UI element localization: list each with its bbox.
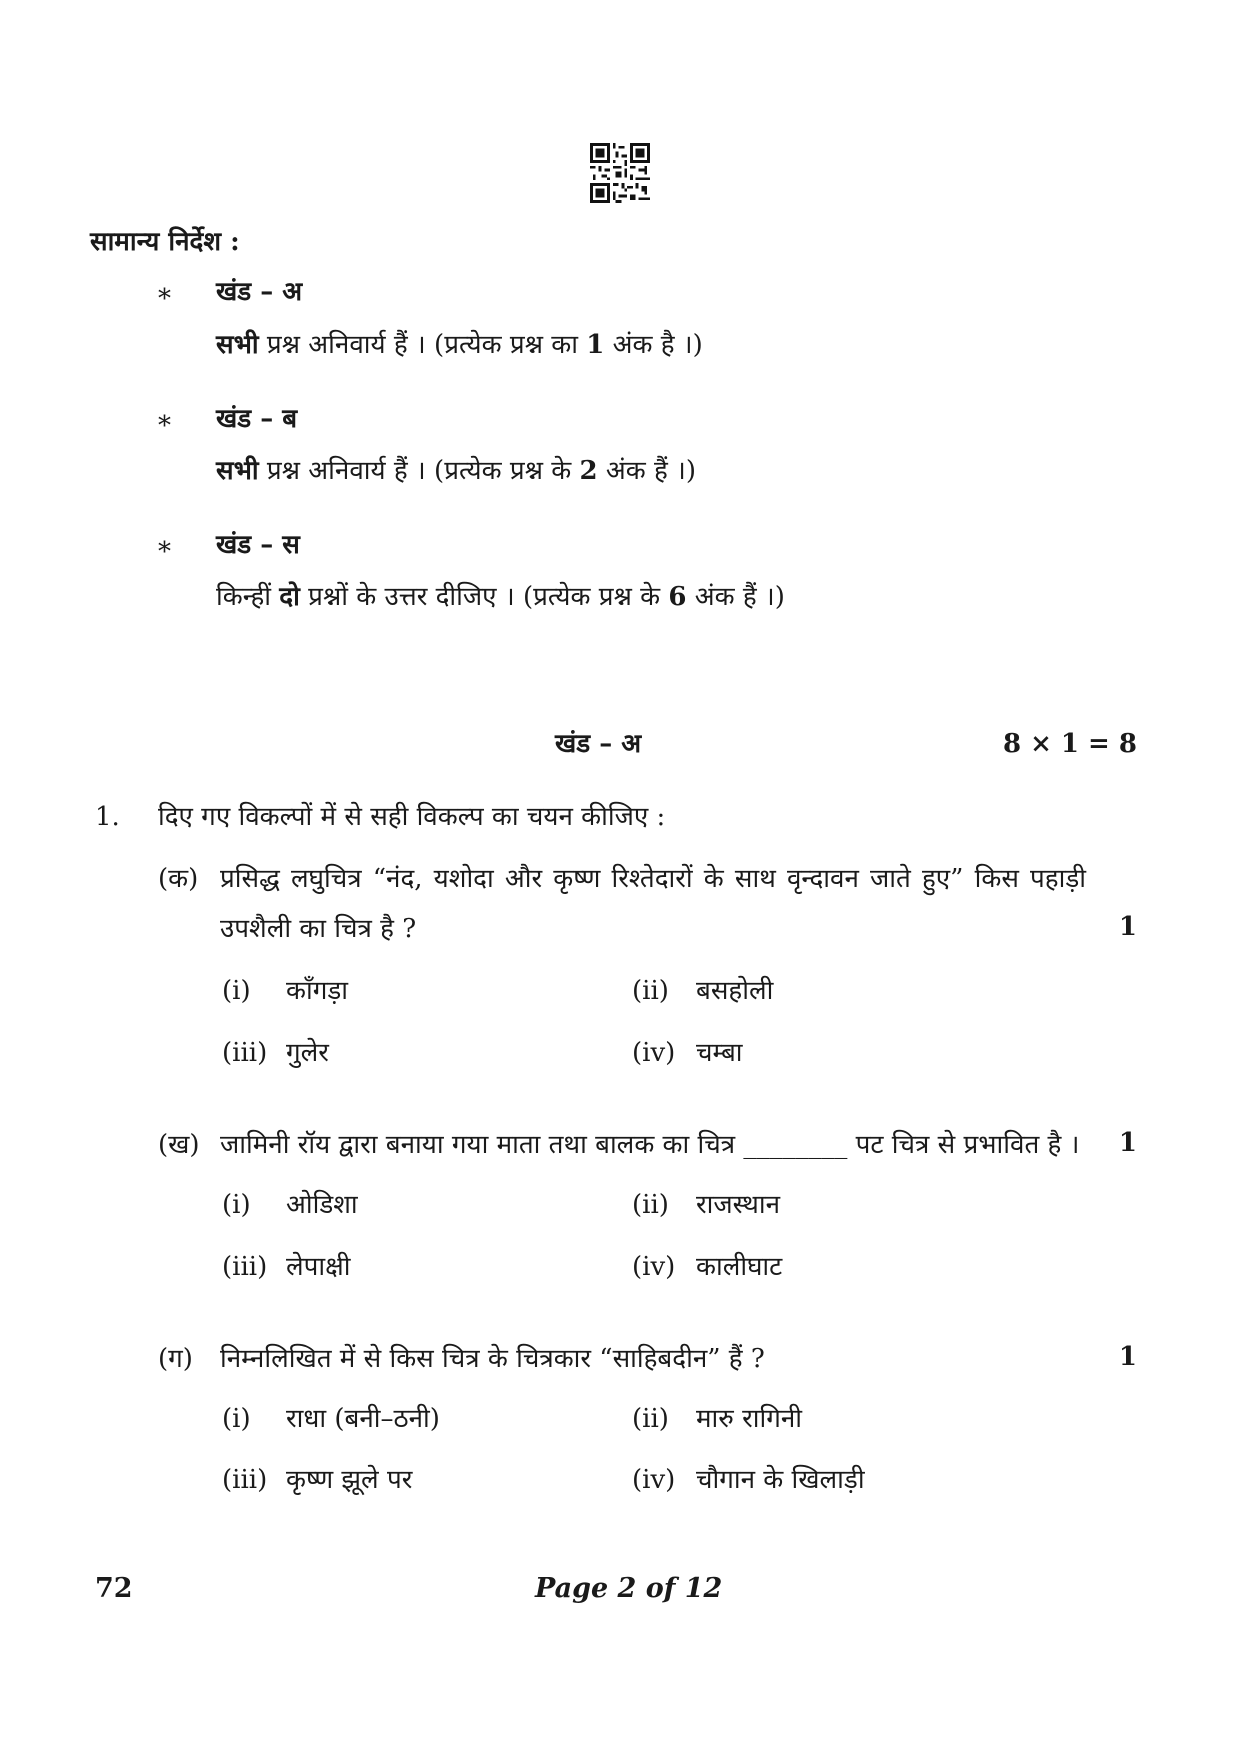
part-label: (क) (158, 864, 199, 894)
question-text: दिए गए विकल्पों में से सही विकल्प का चयन कीजिए : (158, 802, 666, 832)
option-text: कालीघाट (696, 1252, 783, 1282)
part-marks: 1 (1118, 912, 1137, 942)
part-text: उपशैली का चित्र है ? (220, 914, 417, 944)
option-text: बसहोली (696, 976, 774, 1006)
page-number: Page 2 of 12 (535, 1573, 723, 1604)
part-text: निम्नलिखित में से किस चित्र के चित्रकार “साहिबदीन” हैं ? (220, 1344, 765, 1374)
section-heading: खंड – अ (555, 729, 642, 759)
option-number: (ii) (632, 976, 669, 1006)
option-number: (iv) (632, 1252, 676, 1282)
part-marks: 1 (1118, 1342, 1137, 1372)
option-number: (iv) (632, 1465, 676, 1495)
question-number: 1. (95, 802, 120, 832)
option-number: (i) (222, 1404, 251, 1434)
instruction-heading: खंड – स (216, 530, 300, 560)
part-text: जामिनी रॉय द्वारा बनाया गया माता तथा बालक का चित्र ________ पट चित्र से प्रभावित है । (220, 1130, 1080, 1160)
bullet: * (158, 411, 171, 441)
paper-code: 72 (95, 1573, 133, 1604)
option-text: गुलेर (286, 1038, 329, 1068)
part-marks: 1 (1118, 1128, 1137, 1158)
option-number: (iii) (222, 1252, 268, 1282)
bullet: * (158, 284, 171, 314)
section-marks: 8 × 1 = 8 (1002, 729, 1137, 759)
option-text: चौगान के खिलाड़ी (696, 1465, 865, 1495)
answer-blank: ________ (743, 1130, 848, 1160)
option-text: कृष्ण झूले पर (286, 1465, 413, 1495)
instruction-heading: खंड – ब (216, 404, 298, 434)
qr-code (590, 143, 650, 203)
option-text: राजस्थान (696, 1190, 781, 1220)
option-text: ओडिशा (286, 1190, 358, 1220)
part-label: (ख) (158, 1130, 200, 1160)
option-number: (iv) (632, 1038, 676, 1068)
option-text: मारु रागिनी (696, 1404, 802, 1434)
part-text: प्रसिद्ध लघुचित्र “नंद, यशोदा और कृष्ण रिश्तेदारों के साथ वृन्दावन जाते हुए” किस पहाड़ी (220, 864, 1086, 894)
option-number: (ii) (632, 1404, 669, 1434)
option-text: राधा (बनी–ठनी) (286, 1404, 440, 1434)
instruction-line: सभी प्रश्न अनिवार्य हैं । (प्रत्येक प्रश्न के 2 अंक हैं ।) (216, 456, 697, 486)
option-number: (ii) (632, 1190, 669, 1220)
option-number: (i) (222, 1190, 251, 1220)
option-number: (i) (222, 976, 251, 1006)
instruction-heading: खंड – अ (216, 277, 303, 307)
option-number: (iii) (222, 1038, 268, 1068)
option-text: काँगड़ा (286, 976, 348, 1006)
part-label: (ग) (158, 1344, 193, 1374)
instruction-line: सभी प्रश्न अनिवार्य हैं । (प्रत्येक प्रश्न का 1 अंक है ।) (216, 330, 703, 360)
bullet: * (158, 537, 171, 567)
instruction-line: किन्हीं दो प्रश्नों के उत्तर दीजिए । (प्रत्येक प्रश्न के 6 अंक हैं ।) (216, 582, 785, 612)
option-text: लेपाक्षी (286, 1252, 351, 1282)
instructions-title: सामान्य निर्देश : (90, 227, 240, 257)
option-number: (iii) (222, 1465, 268, 1495)
option-text: चम्बा (696, 1038, 743, 1068)
